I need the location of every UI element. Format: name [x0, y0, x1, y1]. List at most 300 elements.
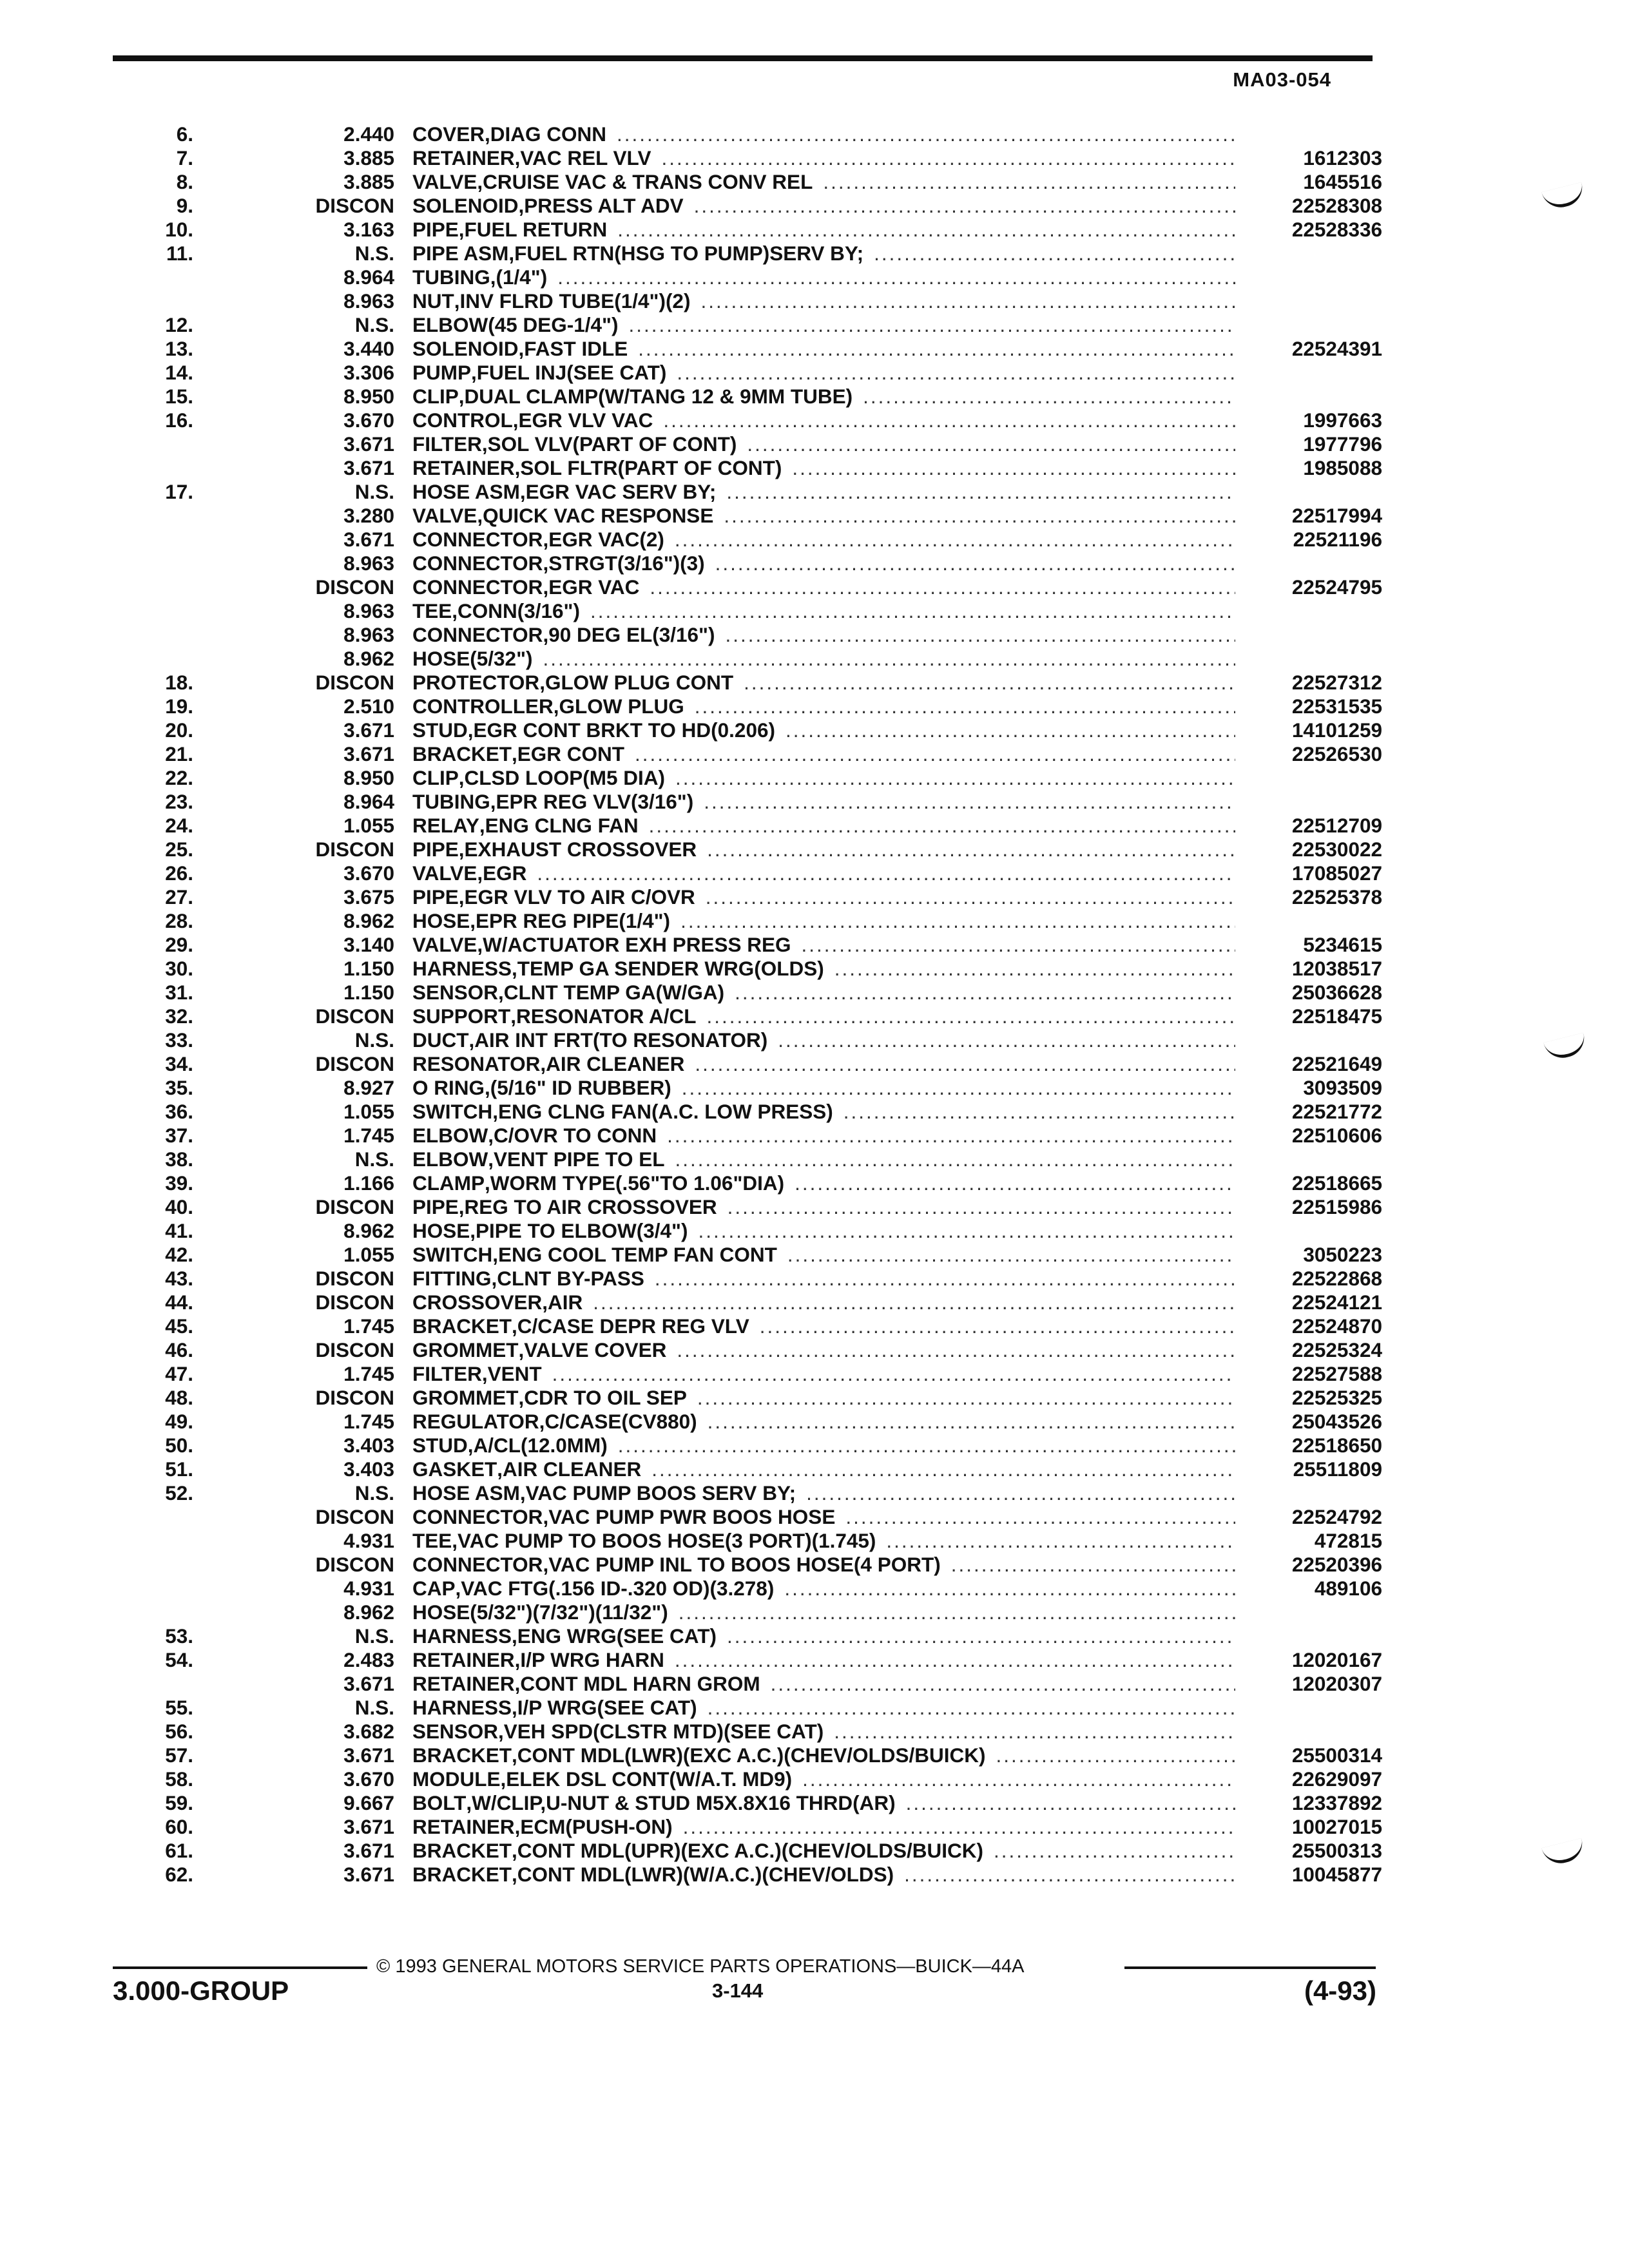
group-number: 3.682 — [343, 1720, 394, 1743]
part-spec: ,FUEL RETURN — [458, 218, 608, 241]
parts-row — [97, 289, 1382, 313]
parts-row — [97, 1815, 1382, 1839]
leader-dots — [661, 146, 1235, 170]
group-number: N.S. — [354, 1481, 394, 1504]
group-number: 3.885 — [343, 146, 394, 169]
description — [412, 575, 1247, 599]
part-number: 22528336 — [1291, 218, 1382, 241]
part-spec: ,EGR CONT BRKT TO HD(0.206) — [467, 718, 775, 742]
parts-row — [97, 456, 1382, 480]
description — [412, 1744, 1247, 1767]
leader-dots — [787, 1243, 1235, 1267]
leader-dots — [802, 933, 1236, 957]
parts-row — [97, 861, 1382, 885]
description — [412, 1720, 1247, 1744]
parts-row — [97, 838, 1382, 861]
parts-row — [97, 1624, 1382, 1648]
description — [412, 599, 1247, 623]
part-name: RELAY — [412, 814, 479, 837]
leader-dots — [697, 1386, 1235, 1410]
part-number: 22524121 — [1291, 1291, 1382, 1314]
leader-dots — [834, 1720, 1235, 1744]
part-name: FILTER — [412, 1362, 482, 1385]
part-spec: ,VAC PUMP TO BOOS HOSE(3 PORT)(1.745) — [452, 1529, 876, 1552]
part-spec: ,VAC REL VLV — [514, 146, 651, 169]
parts-row — [97, 1672, 1382, 1696]
footer-rule-left — [113, 1966, 367, 1969]
item-number: 60. — [165, 1815, 193, 1838]
part-number: 472815 — [1314, 1529, 1382, 1552]
part-spec: ,FUEL INJ(SEE CAT) — [471, 361, 667, 384]
part-spec: ,CONT MDL HARN GROM — [514, 1672, 760, 1695]
part-name: HOSE — [412, 1600, 470, 1624]
part-spec: ,I/P WRG HARN — [514, 1648, 664, 1671]
part-number: 22518475 — [1291, 1004, 1382, 1028]
parts-row — [97, 361, 1382, 385]
description — [412, 480, 1247, 504]
group-number: 3.403 — [343, 1434, 394, 1457]
group-number: N.S. — [354, 480, 394, 503]
parts-row — [97, 1481, 1382, 1505]
part-name: CONTROL — [412, 408, 513, 432]
parts-row — [97, 313, 1382, 337]
part-name: CLAMP — [412, 1171, 485, 1195]
description — [412, 695, 1247, 718]
description — [412, 1314, 1247, 1338]
part-spec: ,ENG WRG(SEE CAT) — [512, 1624, 717, 1648]
parts-row — [97, 218, 1382, 242]
item-number: 54. — [165, 1648, 193, 1671]
item-number: 44. — [165, 1291, 193, 1314]
part-name: O RING — [412, 1076, 485, 1099]
part-number: 22522868 — [1291, 1267, 1382, 1290]
parts-row — [97, 885, 1382, 909]
leader-dots — [906, 1791, 1235, 1815]
part-number: 22528308 — [1291, 194, 1382, 217]
leader-dots — [618, 1434, 1235, 1457]
item-number: 30. — [165, 957, 193, 980]
item-number: 35. — [165, 1076, 193, 1099]
group-number: N.S. — [354, 1624, 394, 1648]
part-name: HARNESS — [412, 1696, 512, 1719]
description — [412, 909, 1247, 933]
leader-dots — [679, 1600, 1235, 1624]
group-number: 1.745 — [343, 1410, 394, 1433]
part-name: CONNECTOR — [412, 528, 543, 551]
parts-row — [97, 265, 1382, 289]
part-name: STUD — [412, 718, 468, 742]
group-number: N.S. — [354, 1696, 394, 1719]
parts-row — [97, 1386, 1382, 1410]
part-name: BRACKET — [412, 1744, 512, 1767]
parts-row — [97, 504, 1382, 528]
part-number: 22629097 — [1291, 1767, 1382, 1791]
group-label: 3.000-GROUP — [113, 1975, 289, 2006]
description — [412, 1696, 1247, 1720]
part-name: PIPE — [412, 218, 459, 241]
leader-dots — [863, 385, 1235, 408]
description — [412, 790, 1247, 814]
part-name: PIPE — [412, 1195, 459, 1218]
part-number: 489106 — [1314, 1577, 1382, 1600]
item-number: 23. — [165, 790, 193, 813]
part-name: GROMMET — [412, 1338, 519, 1361]
description — [412, 1457, 1247, 1481]
leader-dots — [593, 1291, 1235, 1314]
description — [412, 385, 1247, 408]
item-number: 52. — [165, 1481, 193, 1504]
part-number: 12020167 — [1291, 1648, 1382, 1671]
leader-dots — [726, 480, 1235, 504]
group-number: 1.745 — [343, 1314, 394, 1338]
group-number: 3.670 — [343, 408, 394, 432]
parts-row — [97, 170, 1382, 194]
parts-row — [97, 695, 1382, 718]
description — [412, 742, 1247, 766]
leader-dots — [792, 456, 1235, 480]
footer-rule-right — [1124, 1966, 1376, 1969]
binder-mark — [1543, 1033, 1588, 1062]
description — [412, 170, 1247, 194]
part-name: RETAINER — [412, 146, 515, 169]
description — [412, 1052, 1247, 1076]
part-number: 14101259 — [1291, 718, 1382, 742]
description — [412, 1791, 1247, 1815]
group-number: DISCON — [315, 1553, 394, 1576]
part-number: 22517994 — [1291, 504, 1382, 527]
group-number: 1.745 — [343, 1124, 394, 1147]
part-name: GASKET — [412, 1457, 497, 1481]
group-number: 3.280 — [343, 504, 394, 527]
description — [412, 408, 1247, 432]
parts-list — [97, 122, 1382, 1887]
part-number: 3093509 — [1303, 1076, 1382, 1099]
group-number: N.S. — [354, 242, 394, 265]
parts-row — [97, 385, 1382, 408]
part-spec: ,GLOW PLUG CONT — [539, 671, 734, 694]
parts-row — [97, 1148, 1382, 1171]
leader-dots — [786, 718, 1235, 742]
group-number: 3.671 — [343, 742, 394, 765]
leader-dots — [771, 1672, 1235, 1696]
leader-dots — [537, 861, 1235, 885]
item-number: 18. — [165, 671, 193, 694]
part-number: 1985088 — [1303, 456, 1382, 479]
parts-row — [97, 1600, 1382, 1624]
leader-dots — [874, 242, 1235, 265]
part-spec: ,PIPE TO ELBOW(3/4") — [470, 1219, 688, 1242]
part-spec: ,EXHAUST CROSSOVER — [458, 838, 697, 861]
item-number: 31. — [165, 981, 193, 1004]
part-number: 22521649 — [1291, 1052, 1382, 1075]
parts-row — [97, 1028, 1382, 1052]
leader-dots — [707, 838, 1235, 861]
description — [412, 146, 1247, 170]
item-number: 61. — [165, 1839, 193, 1862]
part-spec: ,GLOW PLUG — [553, 695, 684, 718]
part-name: DUCT — [412, 1028, 469, 1052]
parts-row — [97, 552, 1382, 575]
group-number: 4.931 — [343, 1529, 394, 1552]
part-name: CONNECTOR — [412, 1553, 543, 1576]
part-name: RETAINER — [412, 1648, 515, 1671]
parts-row — [97, 194, 1382, 218]
leader-dots — [715, 552, 1235, 575]
description — [412, 289, 1247, 313]
part-name: FITTING — [412, 1267, 492, 1290]
parts-row — [97, 1410, 1382, 1434]
item-number: 25. — [165, 838, 193, 861]
leader-dots — [682, 1076, 1235, 1100]
group-number: 3.671 — [343, 718, 394, 742]
part-number: 5234615 — [1303, 933, 1382, 956]
leader-dots — [951, 1553, 1235, 1577]
part-spec: ,DIAG CONN — [485, 122, 607, 146]
part-name: ELBOW — [412, 313, 488, 336]
group-number: DISCON — [315, 194, 394, 217]
description — [412, 1338, 1247, 1362]
leader-dots — [552, 1362, 1235, 1386]
group-number: 3.671 — [343, 1815, 394, 1838]
leader-dots — [784, 1577, 1235, 1600]
part-spec: ,CONT MDL(LWR)(EXC A.C.)(CHEV/OLDS/BUICK) — [512, 1744, 986, 1767]
part-number: 22524795 — [1291, 575, 1382, 599]
item-number: 57. — [165, 1744, 193, 1767]
part-name: BRACKET — [412, 1863, 512, 1886]
parts-row — [97, 1219, 1382, 1243]
part-spec: ,(5/16" ID RUBBER) — [485, 1076, 671, 1099]
item-number: 19. — [165, 695, 193, 718]
description — [412, 456, 1247, 480]
parts-row — [97, 1195, 1382, 1219]
item-number: 55. — [165, 1696, 193, 1719]
group-number: DISCON — [315, 575, 394, 599]
part-spec: ,EPR REG VLV(3/16") — [490, 790, 694, 813]
item-number: 51. — [165, 1457, 193, 1481]
leader-dots — [590, 599, 1235, 623]
part-spec: ,VAC PUMP PWR BOOS HOSE — [543, 1505, 836, 1528]
part-name: NUT — [412, 289, 454, 312]
item-number: 53. — [165, 1624, 193, 1648]
description — [412, 432, 1247, 456]
part-name: CONTROLLER — [412, 695, 554, 718]
parts-row — [97, 122, 1382, 146]
part-spec: ,EGR VAC SERV BY; — [519, 480, 717, 503]
leader-dots — [675, 528, 1235, 552]
parts-row — [97, 718, 1382, 742]
parts-row — [97, 647, 1382, 671]
item-number: 20. — [165, 718, 193, 742]
description — [412, 528, 1247, 552]
item-number: 59. — [165, 1791, 193, 1814]
parts-row — [97, 766, 1382, 790]
part-number: 22524792 — [1291, 1505, 1382, 1528]
group-number: N.S. — [354, 1148, 394, 1171]
part-number: 25500314 — [1291, 1744, 1382, 1767]
description — [412, 1386, 1247, 1410]
item-number: 17. — [165, 480, 193, 503]
part-spec: ,ECM(PUSH-ON) — [514, 1815, 673, 1838]
part-number: 17085027 — [1291, 861, 1382, 885]
description — [412, 1434, 1247, 1457]
group-number: N.S. — [354, 313, 394, 336]
item-number: 58. — [165, 1767, 193, 1791]
part-spec: ,CLSD LOOP(M5 DIA) — [458, 766, 666, 789]
part-name: STUD — [412, 1434, 468, 1457]
item-number: 8. — [176, 170, 193, 193]
item-number: 14. — [165, 361, 193, 384]
description — [412, 1028, 1247, 1052]
description — [412, 1362, 1247, 1386]
item-number: 33. — [165, 1028, 193, 1052]
part-name: PIPE ASM — [412, 242, 509, 265]
part-name: PUMP — [412, 361, 472, 384]
leader-dots — [638, 337, 1235, 361]
group-number: DISCON — [315, 1195, 394, 1218]
group-number: 3.140 — [343, 933, 394, 956]
part-spec: ,AIR CLEANER — [540, 1052, 685, 1075]
leader-dots — [557, 265, 1235, 289]
item-number: 13. — [165, 337, 193, 360]
parts-row — [97, 1863, 1382, 1887]
leader-dots — [677, 1338, 1235, 1362]
parts-row — [97, 1457, 1382, 1481]
leader-dots — [735, 981, 1235, 1004]
part-name: MODULE — [412, 1767, 501, 1791]
item-number: 24. — [165, 814, 193, 837]
description — [412, 218, 1247, 242]
group-number: 8.964 — [343, 265, 394, 289]
part-name: COVER — [412, 122, 485, 146]
part-name: HARNESS — [412, 957, 512, 980]
parts-row — [97, 957, 1382, 981]
description — [412, 1648, 1247, 1672]
part-name: TUBING — [412, 790, 490, 813]
leader-dots — [694, 194, 1235, 218]
description — [412, 265, 1247, 289]
leader-dots — [778, 1028, 1235, 1052]
leader-dots — [760, 1314, 1235, 1338]
leader-dots — [727, 1624, 1235, 1648]
description — [412, 1553, 1247, 1577]
part-number: 1997663 — [1303, 408, 1382, 432]
part-spec: ,AIR — [542, 1291, 583, 1314]
group-number: 3.670 — [343, 861, 394, 885]
description — [412, 1624, 1247, 1648]
part-number: 22521196 — [1293, 528, 1382, 551]
part-name: ELBOW — [412, 1148, 488, 1171]
group-number: 8.927 — [343, 1076, 394, 1099]
part-name: CONNECTOR — [412, 552, 543, 575]
item-number: 26. — [165, 861, 193, 885]
group-number: 8.962 — [343, 1600, 394, 1624]
leader-dots — [994, 1839, 1235, 1863]
parts-row — [97, 1243, 1382, 1267]
group-number: 3.163 — [343, 218, 394, 241]
item-number: 42. — [165, 1243, 193, 1266]
group-number: DISCON — [315, 1052, 394, 1075]
part-name: SWITCH — [412, 1100, 493, 1123]
part-spec: ,VAC PUMP INL TO BOOS HOSE(4 PORT) — [543, 1553, 941, 1576]
description — [412, 981, 1247, 1004]
part-spec: ,AIR CLEANER — [497, 1457, 642, 1481]
item-number: 38. — [165, 1148, 193, 1171]
parts-row — [97, 1004, 1382, 1028]
group-number: DISCON — [315, 1267, 394, 1290]
leader-dots — [843, 1100, 1235, 1124]
description — [412, 313, 1247, 337]
parts-row — [97, 1505, 1382, 1529]
parts-row — [97, 1171, 1382, 1195]
part-spec: ,SOL VLV(PART OF CONT) — [481, 432, 737, 456]
part-spec: ,SOL FLTR(PART OF CONT) — [514, 456, 782, 479]
description — [412, 242, 1247, 265]
leader-dots — [675, 1648, 1235, 1672]
part-name: RETAINER — [412, 1815, 515, 1838]
part-spec: ,VENT PIPE TO EL — [488, 1148, 665, 1171]
description — [412, 1004, 1247, 1028]
part-number: 22524870 — [1291, 1314, 1382, 1338]
group-number: 3.671 — [343, 1839, 394, 1862]
parts-row — [97, 432, 1382, 456]
parts-row — [97, 790, 1382, 814]
part-number: 22527312 — [1291, 671, 1382, 694]
group-number: 3.440 — [343, 337, 394, 360]
group-number: 1.166 — [343, 1171, 394, 1195]
top-rule — [113, 55, 1373, 61]
part-number: 3050223 — [1303, 1243, 1382, 1266]
part-number: 22525325 — [1291, 1386, 1382, 1409]
parts-row — [97, 1362, 1382, 1386]
description — [412, 1267, 1247, 1291]
leader-dots — [823, 170, 1235, 194]
part-number: 22531535 — [1291, 695, 1382, 718]
leader-dots — [677, 361, 1235, 385]
item-number: 21. — [165, 742, 193, 765]
description — [412, 671, 1247, 695]
part-name: SOLENOID — [412, 337, 519, 360]
description — [412, 885, 1247, 909]
parts-row — [97, 981, 1382, 1004]
part-name: BOLT — [412, 1791, 467, 1814]
group-number: 8.963 — [343, 599, 394, 622]
part-spec: ,W/ACTUATOR EXH PRESS REG — [477, 933, 791, 956]
item-number: 40. — [165, 1195, 193, 1218]
part-spec: ,CDR TO OIL SEP — [518, 1386, 687, 1409]
parts-row — [97, 146, 1382, 170]
leader-dots — [996, 1744, 1235, 1767]
group-number: 2.510 — [343, 695, 394, 718]
part-number: 22518650 — [1291, 1434, 1382, 1457]
leader-dots — [680, 909, 1235, 933]
part-spec: ,FUEL RTN(HSG TO PUMP)SERV BY; — [508, 242, 864, 265]
leader-dots — [708, 1696, 1235, 1720]
parts-row — [97, 671, 1382, 695]
copyright-notice: © 1993 GENERAL MOTORS SERVICE PARTS OPERATIONS—BUICK—44A — [376, 1956, 1025, 1977]
parts-row — [97, 1100, 1382, 1124]
part-spec: ,EGR — [477, 861, 527, 885]
item-number: 16. — [165, 408, 193, 432]
parts-row — [97, 528, 1382, 552]
part-number: 22520396 — [1291, 1553, 1382, 1576]
part-name: SENSOR — [412, 1720, 499, 1743]
group-number: 3.671 — [343, 528, 394, 551]
part-name: CAP — [412, 1577, 456, 1600]
description — [412, 861, 1247, 885]
item-number: 46. — [165, 1338, 193, 1361]
part-spec: ,CONN(3/16") — [452, 599, 580, 622]
part-spec: ,CLNT BY-PASS — [491, 1267, 644, 1290]
